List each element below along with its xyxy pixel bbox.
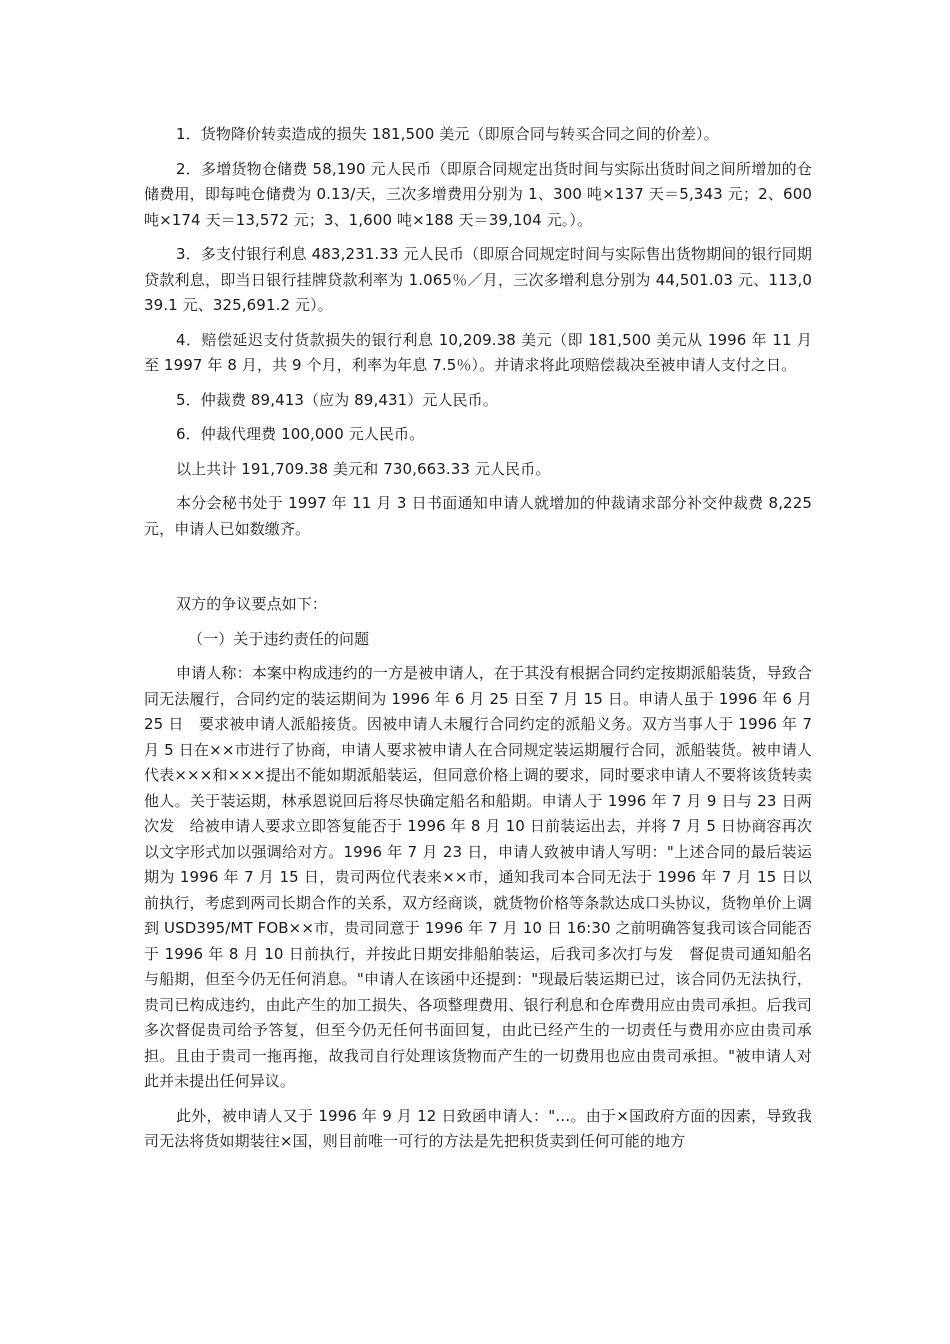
claim-item-6: 6．仲裁代理费 100,000 元人民币。 — [176, 425, 425, 443]
claim-total: 以上共计 191,709.38 美元和 730,663.33 元人民币。 — [176, 459, 551, 478]
claim-item-1: 1．货物降价转卖造成的损失 181,500 美元（即原合同与转买合同之间的价差）。 — [176, 125, 719, 143]
applicant-statement-paragraph: 申请人称：本案中构成违约的一方是被申请人，在于其没有根据合同约定按期派船装货，导致合同无法履行，合同约定的装运期间为 1996 年 6 月 25 日至 7 月 15 日。申请人虽于 1996 年 6 月 25 日 要求被申请人派船接货。因被申请人未履行合同约定的派船义务。双方当事人于 1996 年 7 月 5 日在××市进行了协商，申请人要求被申请人在合同规定装运期履行合同，派船装货。被申请人代表×××和×××提出不能如期派船装运，但同意价格上调的要求，同时要求申请人不要将该货转卖他人。关于装运期，林承恩说回后将尽快确定船名和船期。申请人于 1996 年 7 月 9 日与 23 日两次发 给被申请人要求立即答复能否于 1996 年 8 月 10 日前装运出去，并将 7 月 5 日协商容再次以文字形式加以强调给对方。1996 年 7 月 23 日，申请人致被申请人写明："上述合同的最后装运期为 1996 年 7 月 15 日，贵司两位代表来××市，通知我司本合同无法于 1996 年 7 月 15 日以前执行，考虑到两司长期合作的关系，双方经商谈，就货物价格等条款达成口头协议，货物单价上调到 USD395/MT FOB××市，贵司同意于 1996 年 7 月 10 日 16:30 之前明确答复我司该合同能否于 1996 年 8 月 10 日前执行，并按此日期安排船舶装运，后我司多次打与发 督促贵司通知船名与船期，但至今仍无任何消息。"申请人在该函中还提到："现最后装运期已过，该合同仍无法执行，贵司已构成违约，由此产生的加工损失、各项整理费用、银行利息和仓库费用应由贵司承担。后我司多次督促贵司给予答复，但至今仍无任何书面回复，由此已经产生的一切责任与费用亦应由贵司承担。且由于贵司一拖再拖，故我司自行处理该货物而产生的一切费用也应由贵司承担。"被申请人对此并未提出任何异议。 — [144, 664, 812, 1090]
claim-item-5: 5．仲裁费 89,413（应为 89,431）元人民币。 — [176, 390, 498, 409]
claim-item-4: 4．赔偿延迟支付货款损失的银行利息 10,209.38 美元（即 181,500 美元从 1996 年 11 月至 1997 年 8 月，共 9 个月，利率为年息 7.5％）。并请求将此项赔偿裁决至被申请人支付之日。 — [144, 330, 812, 374]
claim-item-2: 2．多增货物仓储费 58,190 元人民币（即原合同规定出货时间与实际出货时间之间所增加的仓储费用，即每吨仓储费为 0.13/天，三次多增费用分别为 1、300 吨×137 天＝5,343 元；2、600 吨×174 天＝13,572 元；3、1,600 吨×188 天＝39,104 元。）。 — [144, 159, 812, 229]
claim-item-3: 3．多支付银行利息 483,231.33 元人民币（即原合同规定时间与实际售出货物期间的银行同期贷款利息，即当日银行挂牌贷款利率为 1.065％／月，三次多增利息分别为 44,501.03 元、113,039.1 元、325,691.2 元）。 — [144, 245, 812, 314]
section-heading-liability: （一）关于违约责任的问题 — [188, 629, 370, 648]
document-page — [144, 122, 812, 1155]
fee-notice-paragraph: 本分会秘书处于 1997 年 11 月 3 日书面通知申请人就增加的仲裁请求部分补交仲裁费 8,225 元，申请人已如数缴齐。 — [144, 494, 812, 538]
dispute-points-heading: 双方的争议要点如下： — [176, 595, 328, 613]
respondent-letter-paragraph: 此外，被申请人又于 1996 年 9 月 12 日致函申请人："…。由于×国政府方面的因素，导致我司无法将货如期装往×国，则目前唯一可行的方法是先把积货卖到任何可能的地方 — [144, 1106, 812, 1150]
